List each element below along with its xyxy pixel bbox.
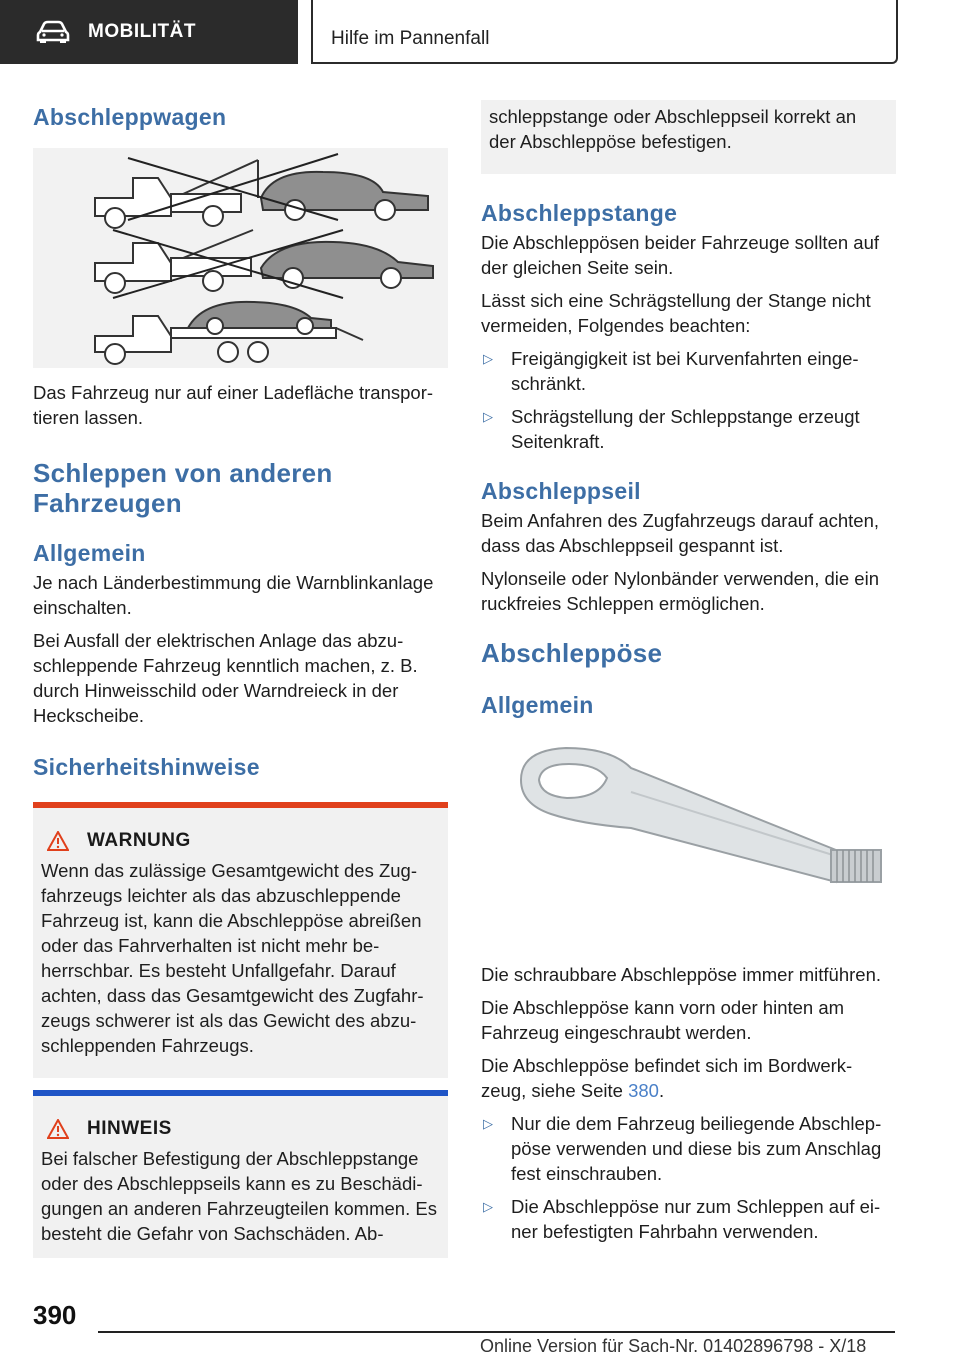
- note-text: Bei falscher Befestigung der Abschleppstange oder des Abschleppseils kann es zu Beschädi-gungen an anderen Fahrzeugteilen kommen. Es besteht die Gefahr von Sachschäden. Ab-: [41, 1148, 437, 1244]
- note-box-continued: [481, 100, 896, 174]
- warning-header: [41, 830, 440, 852]
- heading-sicherheitshinweise: Sicherheitshinweise: [33, 754, 260, 780]
- right-column: [481, 100, 896, 1244]
- note-box: [33, 1090, 448, 1258]
- bullet-triangle-icon: ▷: [483, 1199, 493, 1214]
- online-version-text: Online Version für Sach-Nr. 01402896798 - X/18: [480, 1336, 867, 1356]
- section-title: MOBILITÄT: [88, 21, 196, 42]
- tow-eye-illustration: [481, 732, 896, 952]
- paragraph-stange-2: Lässt sich eine Schrägstellung der Stange nicht vermeiden, Folgendes beachten:: [481, 290, 871, 336]
- page-link-380[interactable]: 380: [628, 1080, 659, 1101]
- list-item: [481, 346, 896, 396]
- bullet-triangle-icon: ▷: [483, 351, 493, 366]
- note-continued-text: schleppstange oder Abschleppseil korrekt an der Abschleppöse befestigen.: [489, 106, 857, 152]
- paragraph-oese-3-text: Die Abschleppöse befindet sich im Bordwerk-zeug, siehe Seite: [481, 1055, 853, 1101]
- paragraph-seil-1: Beim Anfahren des Zugfahrzeugs darauf achten, dass das Abschleppseil gespannt ist.: [481, 510, 880, 556]
- chapter-title: Hilfe im Pannenfall: [331, 28, 490, 49]
- tow-truck-illustration: [33, 148, 448, 368]
- left-column: [33, 100, 448, 1258]
- paragraph-ladeflaeche: Das Fahrzeug nur auf einer Ladefläche transpor-tieren lassen.: [33, 382, 434, 428]
- bullet-triangle-icon: ▷: [483, 1116, 493, 1131]
- note-header: [41, 1118, 440, 1140]
- section-tab: [0, 0, 298, 64]
- note-title: HINWEIS: [87, 1118, 172, 1139]
- tow-eye-drawing: [481, 732, 896, 952]
- note-triangle-icon: [47, 1119, 69, 1139]
- heading-abschleppwagen: Abschleppwagen: [33, 104, 227, 130]
- car-icon: [36, 20, 70, 44]
- list-item-text: Freigängigkeit ist bei Kurvenfahrten einge-schränkt.: [511, 348, 859, 394]
- paragraph-stange-1: Die Abschleppösen beider Fahrzeuge sollten auf der gleichen Seite sein.: [481, 232, 880, 278]
- heading-abschleppoese: Abschleppöse: [481, 638, 663, 668]
- warning-triangle-icon: [47, 831, 69, 851]
- list-item-text: Die Abschleppöse nur zum Schleppen auf ei-ner befestigten Fahrbahn verwenden.: [511, 1196, 881, 1242]
- warning-title: WARNUNG: [87, 830, 191, 851]
- paragraph-oese-3-end: .: [658, 1080, 665, 1101]
- paragraph-oese-1: Die schraubbare Abschleppöse immer mitführen.: [481, 964, 881, 985]
- heading-abschleppseil: Abschleppseil: [481, 478, 641, 504]
- list-item: [481, 1111, 896, 1186]
- list-item-text: Schrägstellung der Schleppstange erzeugt Seitenkraft.: [511, 406, 860, 452]
- paragraph-oese-3: [481, 1053, 896, 1103]
- paragraph-seil-2: Nylonseile oder Nylonbänder verwenden, die ein ruckfreies Schleppen ermöglichen.: [481, 568, 879, 614]
- heading-allgemein-2: Allgemein: [481, 692, 594, 718]
- list-item: [481, 1194, 896, 1244]
- paragraph-warnblink: Je nach Länderbestimmung die Warnblinkanlage einschalten.: [33, 572, 434, 618]
- warning-text: Wenn das zulässige Gesamtgewicht des Zug-fahrzeugs leichter als das abzuschleppende Fahrzeug ist, kann die Abschleppöse abreißen oder das Fahrverhalten ist nicht mehr be-herrschbar. Es besteht Unfallgefahr. Darauf achten, dass das Gesamtgewicht des Zugfahr-zeugs schwerer ist als das Gewicht des abzu-schleppenden Fahrzeugs.: [41, 860, 424, 1056]
- heading-abschleppstange: Abschleppstange: [481, 200, 678, 226]
- warning-box: [33, 802, 448, 1078]
- heading-allgemein: Allgemein: [33, 540, 146, 566]
- tow-truck-drawing: [33, 148, 448, 368]
- page-number: 390: [33, 1300, 77, 1330]
- paragraph-ausfall: Bei Ausfall der elektrischen Anlage das abzu-schleppende Fahrzeug kenntlich machen, z. B. durch Hinweisschild oder Warndreieck in der Heckscheibe.: [33, 630, 418, 726]
- list-item: [481, 404, 896, 454]
- heading-schleppen: Schleppen von anderen Fahrzeugen: [33, 458, 333, 518]
- list-item-text: Nur die dem Fahrzeug beiliegende Abschlep-pöse verwenden und diese bis zum Anschlag fest einschrauben.: [511, 1113, 882, 1184]
- chapter-tab: [311, 0, 898, 64]
- footer-rule: [98, 1331, 895, 1333]
- bullet-triangle-icon: ▷: [483, 409, 493, 424]
- paragraph-oese-2: Die Abschleppöse kann vorn oder hinten am Fahrzeug eingeschraubt werden.: [481, 997, 845, 1043]
